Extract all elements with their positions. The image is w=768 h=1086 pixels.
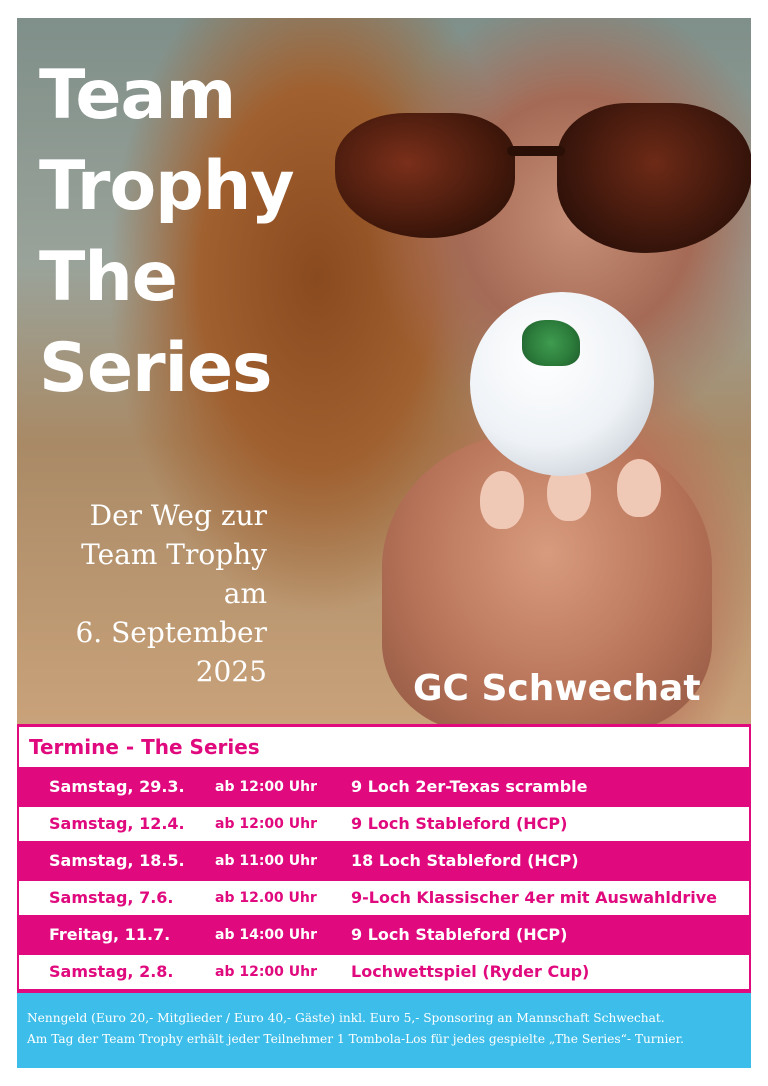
row-event: Lochwettspiel (Ryder Cup) bbox=[351, 962, 590, 981]
row-time: ab 11:00 Uhr bbox=[215, 853, 318, 869]
golf-ball-logo bbox=[522, 320, 580, 366]
row-time: ab 12.00 Uhr bbox=[215, 890, 317, 906]
row-time: ab 12:00 Uhr bbox=[215, 816, 318, 832]
row-event: 9 Loch 2er-Texas scramble bbox=[351, 777, 588, 796]
fingernail bbox=[480, 471, 524, 529]
title-line: Series bbox=[39, 329, 272, 408]
footer-tombola-text: Am Tag der Team Trophy erhält jeder Teilnehmer 1 Tombola-Los für jedes gespielte „The Series“- Turnier. bbox=[27, 1032, 684, 1046]
title-line: The bbox=[39, 238, 177, 317]
row-time: ab 12:00 Uhr bbox=[215, 964, 318, 980]
title-line: Team bbox=[39, 56, 236, 135]
row-date: Samstag, 29.3. bbox=[49, 777, 185, 796]
footer-info bbox=[17, 993, 751, 1068]
schedule-row bbox=[19, 807, 749, 841]
poster bbox=[17, 18, 751, 1068]
row-time: ab 12:00 Uhr bbox=[215, 779, 318, 795]
sunglasses-left-lens bbox=[335, 113, 515, 238]
row-date: Samstag, 12.4. bbox=[49, 814, 185, 833]
fingernail bbox=[617, 459, 661, 517]
schedule-table bbox=[17, 724, 751, 993]
subtitle-line: 2025 bbox=[195, 655, 267, 688]
subtitle-line: 6. September bbox=[75, 616, 267, 649]
sunglasses-right-lens bbox=[557, 103, 751, 253]
row-event: 9-Loch Klassischer 4er mit Auswahldrive bbox=[351, 888, 718, 907]
subtitle-line: Team Trophy bbox=[81, 538, 267, 571]
title-line: Trophy bbox=[39, 147, 294, 226]
row-event: 9 Loch Stableford (HCP) bbox=[351, 814, 568, 833]
poster-title bbox=[39, 50, 294, 414]
woman-golf-ball-photo bbox=[17, 18, 751, 724]
poster-subtitle bbox=[75, 496, 267, 691]
row-date: Freitag, 11.7. bbox=[49, 925, 171, 944]
golf-ball bbox=[470, 292, 654, 476]
schedule-row bbox=[19, 955, 749, 989]
schedule-row bbox=[19, 918, 749, 952]
row-event: 9 Loch Stableford (HCP) bbox=[351, 925, 568, 944]
schedule-row bbox=[19, 844, 749, 878]
row-event: 18 Loch Stableford (HCP) bbox=[351, 851, 579, 870]
schedule-heading: Termine - The Series bbox=[29, 735, 260, 759]
subtitle-line: Der Weg zur bbox=[89, 499, 267, 532]
row-date: Samstag, 7.6. bbox=[49, 888, 174, 907]
sunglasses-bridge bbox=[507, 146, 565, 156]
schedule-row bbox=[19, 881, 749, 915]
row-date: Samstag, 2.8. bbox=[49, 962, 174, 981]
club-name: GC Schwechat bbox=[413, 668, 701, 709]
subtitle-line: am bbox=[223, 577, 267, 610]
row-time: ab 14:00 Uhr bbox=[215, 927, 318, 943]
footer-fee-text: Nenngeld (Euro 20,- Mitglieder / Euro 40,- Gäste) inkl. Euro 5,- Sponsoring an Mannschaft Schwechat. bbox=[27, 1011, 665, 1025]
row-date: Samstag, 18.5. bbox=[49, 851, 185, 870]
schedule-heading-bar bbox=[19, 727, 749, 767]
schedule-row bbox=[19, 770, 749, 804]
